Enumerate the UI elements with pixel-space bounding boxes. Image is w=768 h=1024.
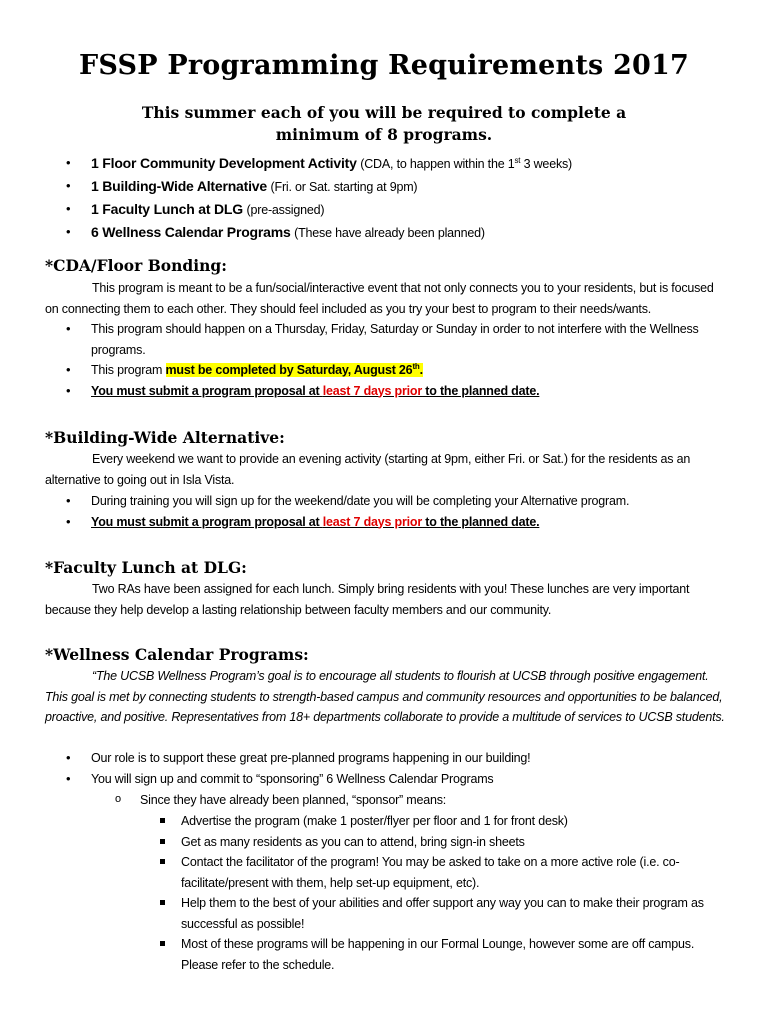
list-item: Advertise the program (make 1 poster/flyer per floor and 1 for front desk) bbox=[160, 811, 726, 832]
list-item: o Since they have already been planned, “sponsor” means: bbox=[115, 790, 725, 811]
list-item: Get as many residents as you can to attend, bring sign-in sheets bbox=[160, 832, 726, 853]
list-item: • You will sign up and commit to “sponsoring” 6 Wellness Calendar Programs bbox=[66, 769, 726, 790]
list-item: • This program must be completed by Saturday, August 26th. bbox=[66, 360, 726, 381]
requirements-list bbox=[66, 152, 726, 244]
sponsor-duties-list bbox=[160, 811, 726, 975]
faculty-paragraph: Two RAs have been assigned for each lunch. Simply bring residents with you! These lunches are very important because they help develop a lasting relationship between faculty members and our community. bbox=[45, 582, 690, 617]
subtitle bbox=[0, 102, 768, 146]
section-heading-faculty: *Faculty Lunch at DLG: bbox=[45, 558, 247, 577]
section-heading-wellness: *Wellness Calendar Programs: bbox=[45, 645, 309, 664]
wellness-bullets bbox=[66, 748, 726, 789]
list-item: • 1 Building-Wide Alternative (Fri. or Sat. starting at 9pm) bbox=[66, 175, 726, 198]
subtitle-line-1: This summer each of you will be required to complete a bbox=[141, 103, 627, 122]
cda-bullets bbox=[66, 319, 726, 401]
list-item: • 1 Faculty Lunch at DLG (pre-assigned) bbox=[66, 198, 726, 221]
bwa-bullets bbox=[66, 491, 726, 532]
page-title: FSSP Programming Requirements 2017 bbox=[79, 50, 689, 81]
list-item: Contact the facilitator of the program! You may be asked to take on a more active role (i.e. co-facilitate/present with them, help set-up equipment, etc). bbox=[160, 852, 726, 893]
list-item: • During training you will sign up for the weekend/date you will be completing your Alternative program. bbox=[66, 491, 726, 512]
bwa-paragraph: Every weekend we want to provide an evening activity (starting at 9pm, either Fri. or Sat.) for the residents as an alternative to going out in Isla Vista. bbox=[45, 452, 691, 487]
section-heading-bwa: *Building-Wide Alternative: bbox=[45, 428, 285, 447]
wellness-sub-bullets bbox=[115, 790, 725, 811]
list-item: • 6 Wellness Calendar Programs (These have already been planned) bbox=[66, 221, 726, 244]
section-heading-cda: *CDA/Floor Bonding: bbox=[45, 256, 227, 275]
cda-paragraph: This program is meant to be a fun/social/interactive event that not only connects you to your residents, but is focused on connecting them to each other. They should feel included as you try your best to program to their needs/wants. bbox=[45, 281, 714, 316]
list-item: Help them to the best of your abilities and offer support any way you can to make their program as successful as possible! bbox=[160, 893, 726, 934]
list-item: • You must submit a program proposal at least 7 days prior to the planned date. bbox=[66, 512, 726, 533]
list-item: • 1 Floor Community Development Activity (CDA, to happen within the 1st 3 weeks) bbox=[66, 152, 726, 175]
subtitle-line-2: minimum of 8 programs. bbox=[275, 125, 493, 144]
list-item: • Our role is to support these great pre-planned programs happening in our building! bbox=[66, 748, 726, 769]
list-item: • You must submit a program proposal at least 7 days prior to the planned date. bbox=[66, 381, 726, 402]
list-item: • This program should happen on a Thursday, Friday, Saturday or Sunday in order to not interfere with the Wellness programs. bbox=[66, 319, 726, 360]
wellness-quote: “The UCSB Wellness Program’s goal is to encourage all students to flourish at UCSB through positive engagement. This goal is met by connecting students to strength-based campus and community resources and opportunities to be balanced, proactive, and positive. Representatives from 18+ departments collaborate to provide a multitude of services to UCSB students. bbox=[45, 669, 725, 724]
list-item: Most of these programs will be happening in our Formal Lounge, however some are off campus. Please refer to the schedule. bbox=[160, 934, 726, 975]
